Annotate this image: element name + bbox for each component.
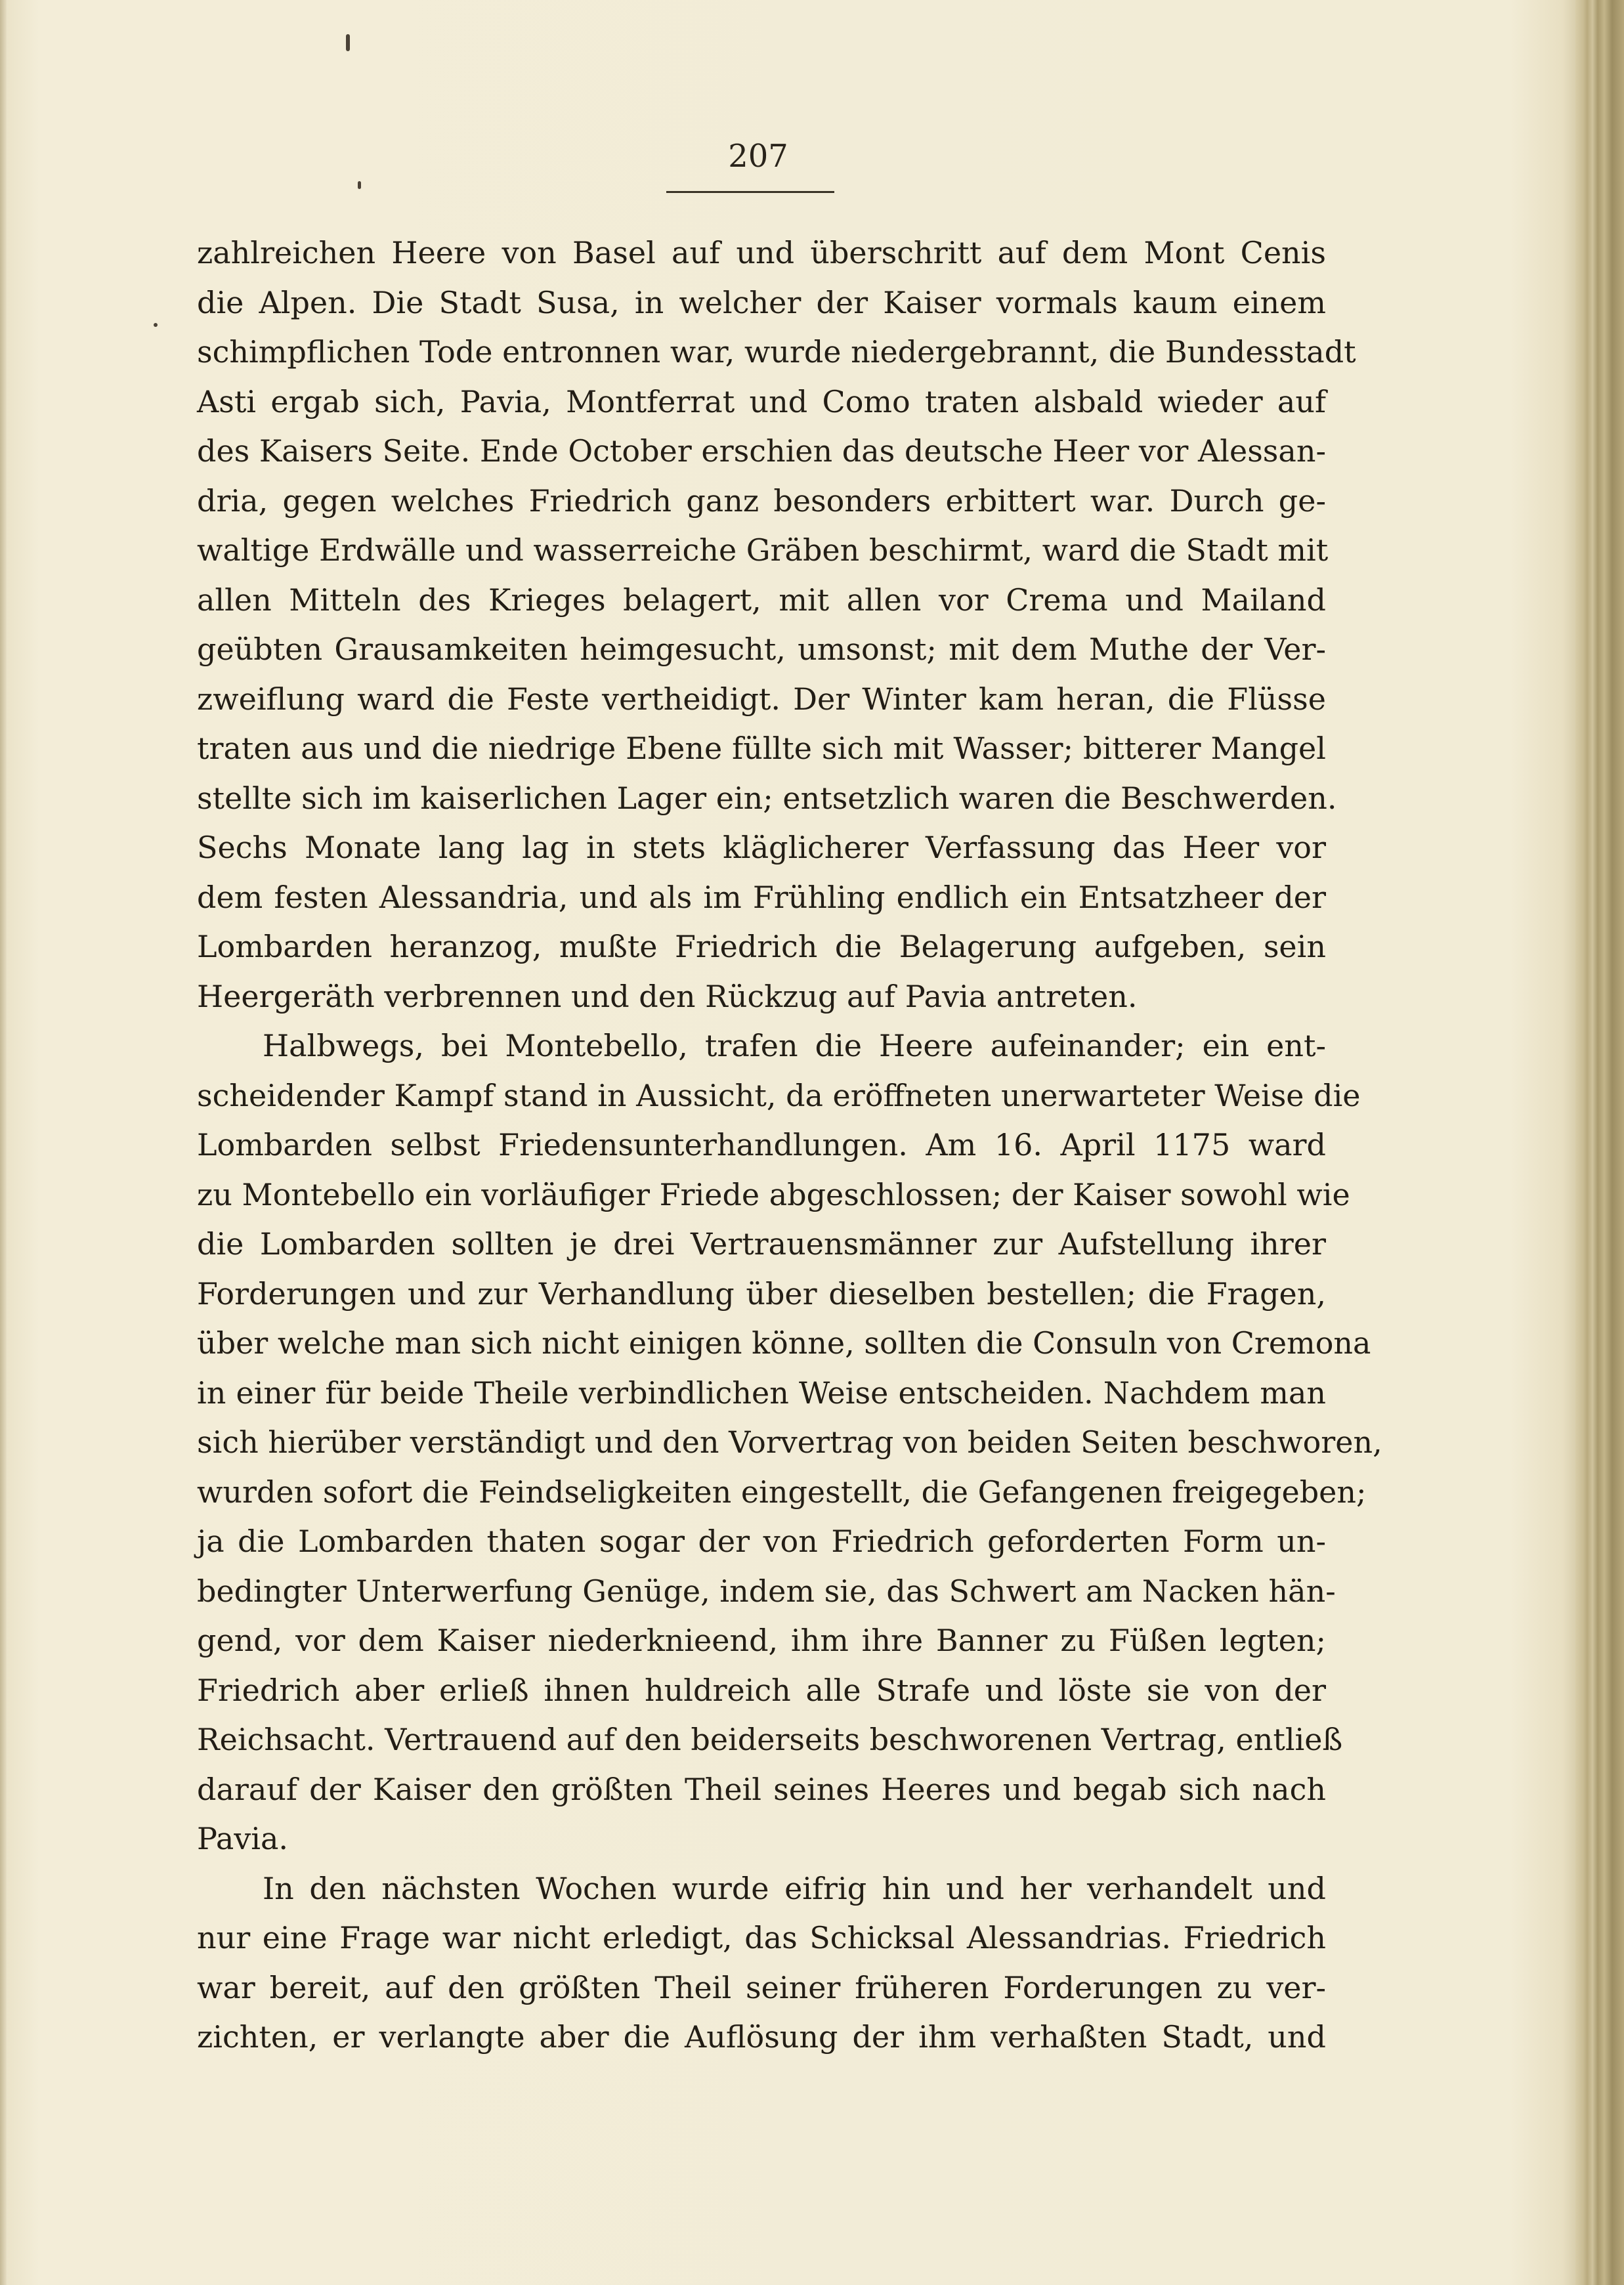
text-line: des Kaisers Seite. Ende October erschien das deutsche Heer vor Alessan-: [197, 433, 1326, 469]
text-line: schimpflichen Tode entronnen war, wurde niedergebrannt, die Bundesstadt: [197, 334, 1356, 370]
body-text: [197, 228, 1382, 2062]
text-line: über welche man sich nicht einigen könne, sollten die Consuln von Cremona: [197, 1325, 1371, 1361]
text-line: die Alpen. Die Stadt Susa, in welcher der Kaiser vormals kaum einem: [197, 284, 1326, 320]
text-line: traten aus und die niedrige Ebene füllte sich mit Wasser; bitterer Mangel: [197, 731, 1326, 766]
text-line: ja die Lombarden thaten sogar der von Friedrich geforderten Form un-: [197, 1524, 1326, 1559]
ink-speck: [346, 34, 350, 51]
text-line: darauf der Kaiser den größten Theil seines Heeres und begab sich nach: [197, 1771, 1326, 1807]
ink-speck: [358, 181, 361, 189]
page-right-edge: [1575, 0, 1624, 2285]
text-line: Heergeräth verbrennen und den Rückzug auf Pavia antreten.: [197, 978, 1138, 1014]
text-line: sich hierüber verständigt und den Vorvertrag von beiden Seiten beschworen,: [197, 1424, 1382, 1460]
text-line: nur eine Frage war nicht erledigt, das Schicksal Alessandrias. Friedrich: [197, 1920, 1326, 1955]
text-line: wurden sofort die Feindseligkeiten eingestellt, die Gefangenen freigegeben;: [197, 1474, 1367, 1510]
text-line: Lombarden selbst Friedensunterhandlungen. Am 16. April 1175 ward: [197, 1127, 1326, 1163]
text-line: Friedrich aber erließ ihnen huldreich alle Strafe und löste sie von der: [197, 1672, 1326, 1708]
text-line: Pavia.: [197, 1821, 289, 1856]
text-line: stellte sich im kaiserlichen Lager ein; entsetzlich waren die Beschwerden.: [197, 780, 1337, 816]
text-line: Lombarden heranzog, mußte Friedrich die Belagerung aufgeben, sein: [197, 929, 1326, 964]
text-line: dem festen Alessandria, und als im Frühling endlich ein Entsatzheer der: [197, 879, 1326, 915]
text-line: In den nächsten Wochen wurde eifrig hin und her verhandelt und: [263, 1870, 1326, 1906]
text-line: zweiflung ward die Feste vertheidigt. Der Winter kam heran, die Flüsse: [197, 681, 1326, 717]
ink-speck: [154, 323, 158, 327]
text-line: gend, vor dem Kaiser niederknieend, ihm ihre Banner zu Füßen legten;: [197, 1623, 1326, 1658]
text-line: allen Mitteln des Krieges belagert, mit allen vor Crema und Mailand: [197, 582, 1326, 618]
text-line: in einer für beide Theile verbindlichen Weise entscheiden. Nachdem man: [197, 1375, 1326, 1411]
text-line: zahlreichen Heere von Basel auf und überschritt auf dem Mont Cenis: [197, 235, 1326, 270]
text-line: dria, gegen welches Friedrich ganz besonders erbittert war. Durch ge-: [197, 482, 1326, 519]
text-line: Halbwegs, bei Montebello, trafen die Heere aufeinander; ein ent-: [263, 1028, 1326, 1063]
page-number: 207: [728, 138, 788, 175]
text-line: Reichsacht. Vertrauend auf den beiderseits beschworenen Vertrag, entließ: [197, 1722, 1343, 1757]
header-rule: [666, 191, 834, 193]
text-line: war bereit, auf den größten Theil seiner früheren Forderungen zu ver-: [197, 1969, 1326, 2005]
text-line: waltige Erdwälle und wasserreiche Gräben beschirmt, ward die Stadt mit: [197, 532, 1329, 568]
text-line: Forderungen und zur Verhandlung über dieselben bestellen; die Fragen,: [197, 1275, 1326, 1312]
text-line: geübten Grausamkeiten heimgesucht, umsonst; mit dem Muthe der Ver-: [197, 631, 1326, 667]
text-line: zichten, er verlangte aber die Auflösung der ihm verhaßten Stadt, und: [197, 2019, 1326, 2055]
text-line: zu Montebello ein vorläufiger Friede abgeschlossen; der Kaiser sowohl wie: [197, 1176, 1350, 1212]
text-line: bedingter Unterwerfung Genüge, indem sie, das Schwert am Nacken hän-: [197, 1573, 1336, 1609]
text-line: die Lombarden sollten je drei Vertrauensmänner zur Aufstellung ihrer: [197, 1226, 1326, 1262]
text-line: scheidender Kampf stand in Aussicht, da eröffneten unerwarteter Weise die: [197, 1077, 1361, 1113]
text-line: Sechs Monate lang lag in stets kläglicherer Verfassung das Heer vor: [197, 830, 1326, 865]
page-left-edge: [0, 0, 7, 2285]
text-line: Asti ergab sich, Pavia, Montferrat und Como traten alsbald wieder auf: [197, 383, 1326, 419]
